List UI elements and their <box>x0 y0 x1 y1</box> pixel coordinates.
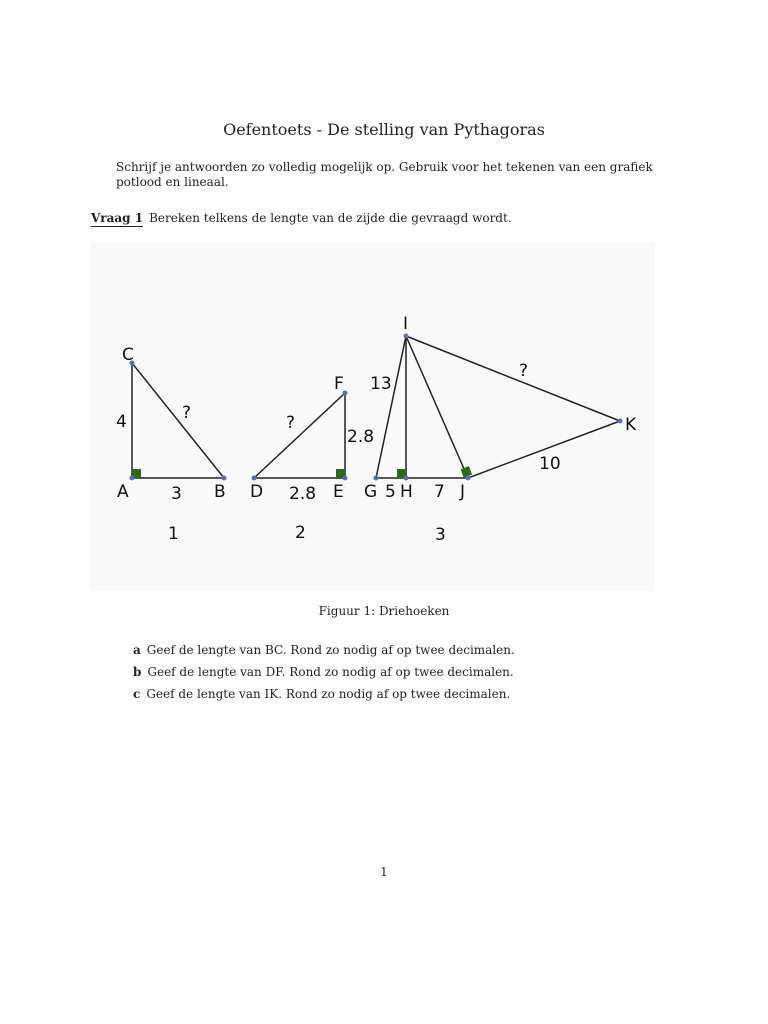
figure-caption: Figuur 1: Driehoeken <box>318 604 450 618</box>
label-side-gh: 5 <box>385 482 396 502</box>
segment-gi <box>376 336 406 478</box>
label-side-ab: 3 <box>171 484 182 504</box>
point-h <box>404 476 409 481</box>
question-text: Bereken telkens de lengte van de zijde die gevraagd wordt. <box>149 211 512 225</box>
label-e: E <box>333 482 344 502</box>
label-side-ef: 2.8 <box>347 427 375 447</box>
sub-question-letter: c <box>133 687 141 701</box>
point-k <box>618 419 623 424</box>
triangle-2-outline <box>254 393 345 478</box>
point-d <box>252 476 257 481</box>
point-g <box>374 476 379 481</box>
triangle-number-3: 3 <box>435 525 446 545</box>
triangle-1 <box>116 345 227 544</box>
sub-question-letter: b <box>133 665 142 679</box>
label-k: K <box>625 415 637 435</box>
sub-question-text: Geef de lengte van BC. Rond zo nodig af op twee decimalen. <box>146 643 515 657</box>
label-c: C <box>122 345 134 365</box>
label-d: D <box>250 482 264 502</box>
label-side-gi: 13 <box>370 374 392 394</box>
point-a <box>130 476 135 481</box>
triangle-2 <box>250 374 374 543</box>
label-side-bc: ? <box>182 403 192 423</box>
question-label: Vraag 1 <box>91 211 144 225</box>
triangle-number-1: 1 <box>168 524 179 544</box>
point-i <box>404 334 409 339</box>
right-angle-marker-j <box>461 466 473 478</box>
sub-question-letter: a <box>133 643 141 657</box>
page-title: Oefentoets - De stelling van Pythagoras <box>223 120 545 139</box>
point-b <box>222 476 227 481</box>
triangles-figure <box>90 243 655 591</box>
label-h: H <box>400 482 413 502</box>
label-g: G <box>364 482 378 502</box>
label-side-jk: 10 <box>539 454 561 474</box>
label-side-ac: 4 <box>116 412 127 432</box>
point-e <box>343 476 348 481</box>
label-side-hj: 7 <box>434 482 445 502</box>
sub-questions <box>133 643 515 709</box>
label-b: B <box>214 482 226 502</box>
page-number: 1 <box>380 865 388 879</box>
instructions-text: Schrijf je antwoorden zo volledig mogelijk op. Gebruik voor het tekenen van een grafiek potlood en lineaal. <box>116 160 653 189</box>
label-side-de: 2.8 <box>289 484 317 504</box>
label-a: A <box>117 482 129 502</box>
label-j: J <box>460 482 466 502</box>
label-f: F <box>334 374 344 394</box>
sub-question-b <box>133 665 515 687</box>
sub-question-a <box>133 643 515 665</box>
sub-question-text: Geef de lengte van IK. Rond zo nodig af op twee decimalen. <box>146 687 511 701</box>
label-i: I <box>403 314 409 334</box>
label-side-ik: ? <box>519 361 529 381</box>
triangle-3 <box>364 314 637 545</box>
triangle-number-2: 2 <box>295 523 306 543</box>
sub-question-c <box>133 687 515 709</box>
label-side-df: ? <box>286 413 296 433</box>
sub-question-text: Geef de lengte van DF. Rond zo nodig af op twee decimalen. <box>147 665 514 679</box>
point-j <box>466 476 471 481</box>
question-heading <box>91 211 512 225</box>
triangle-1-outline <box>132 363 224 478</box>
